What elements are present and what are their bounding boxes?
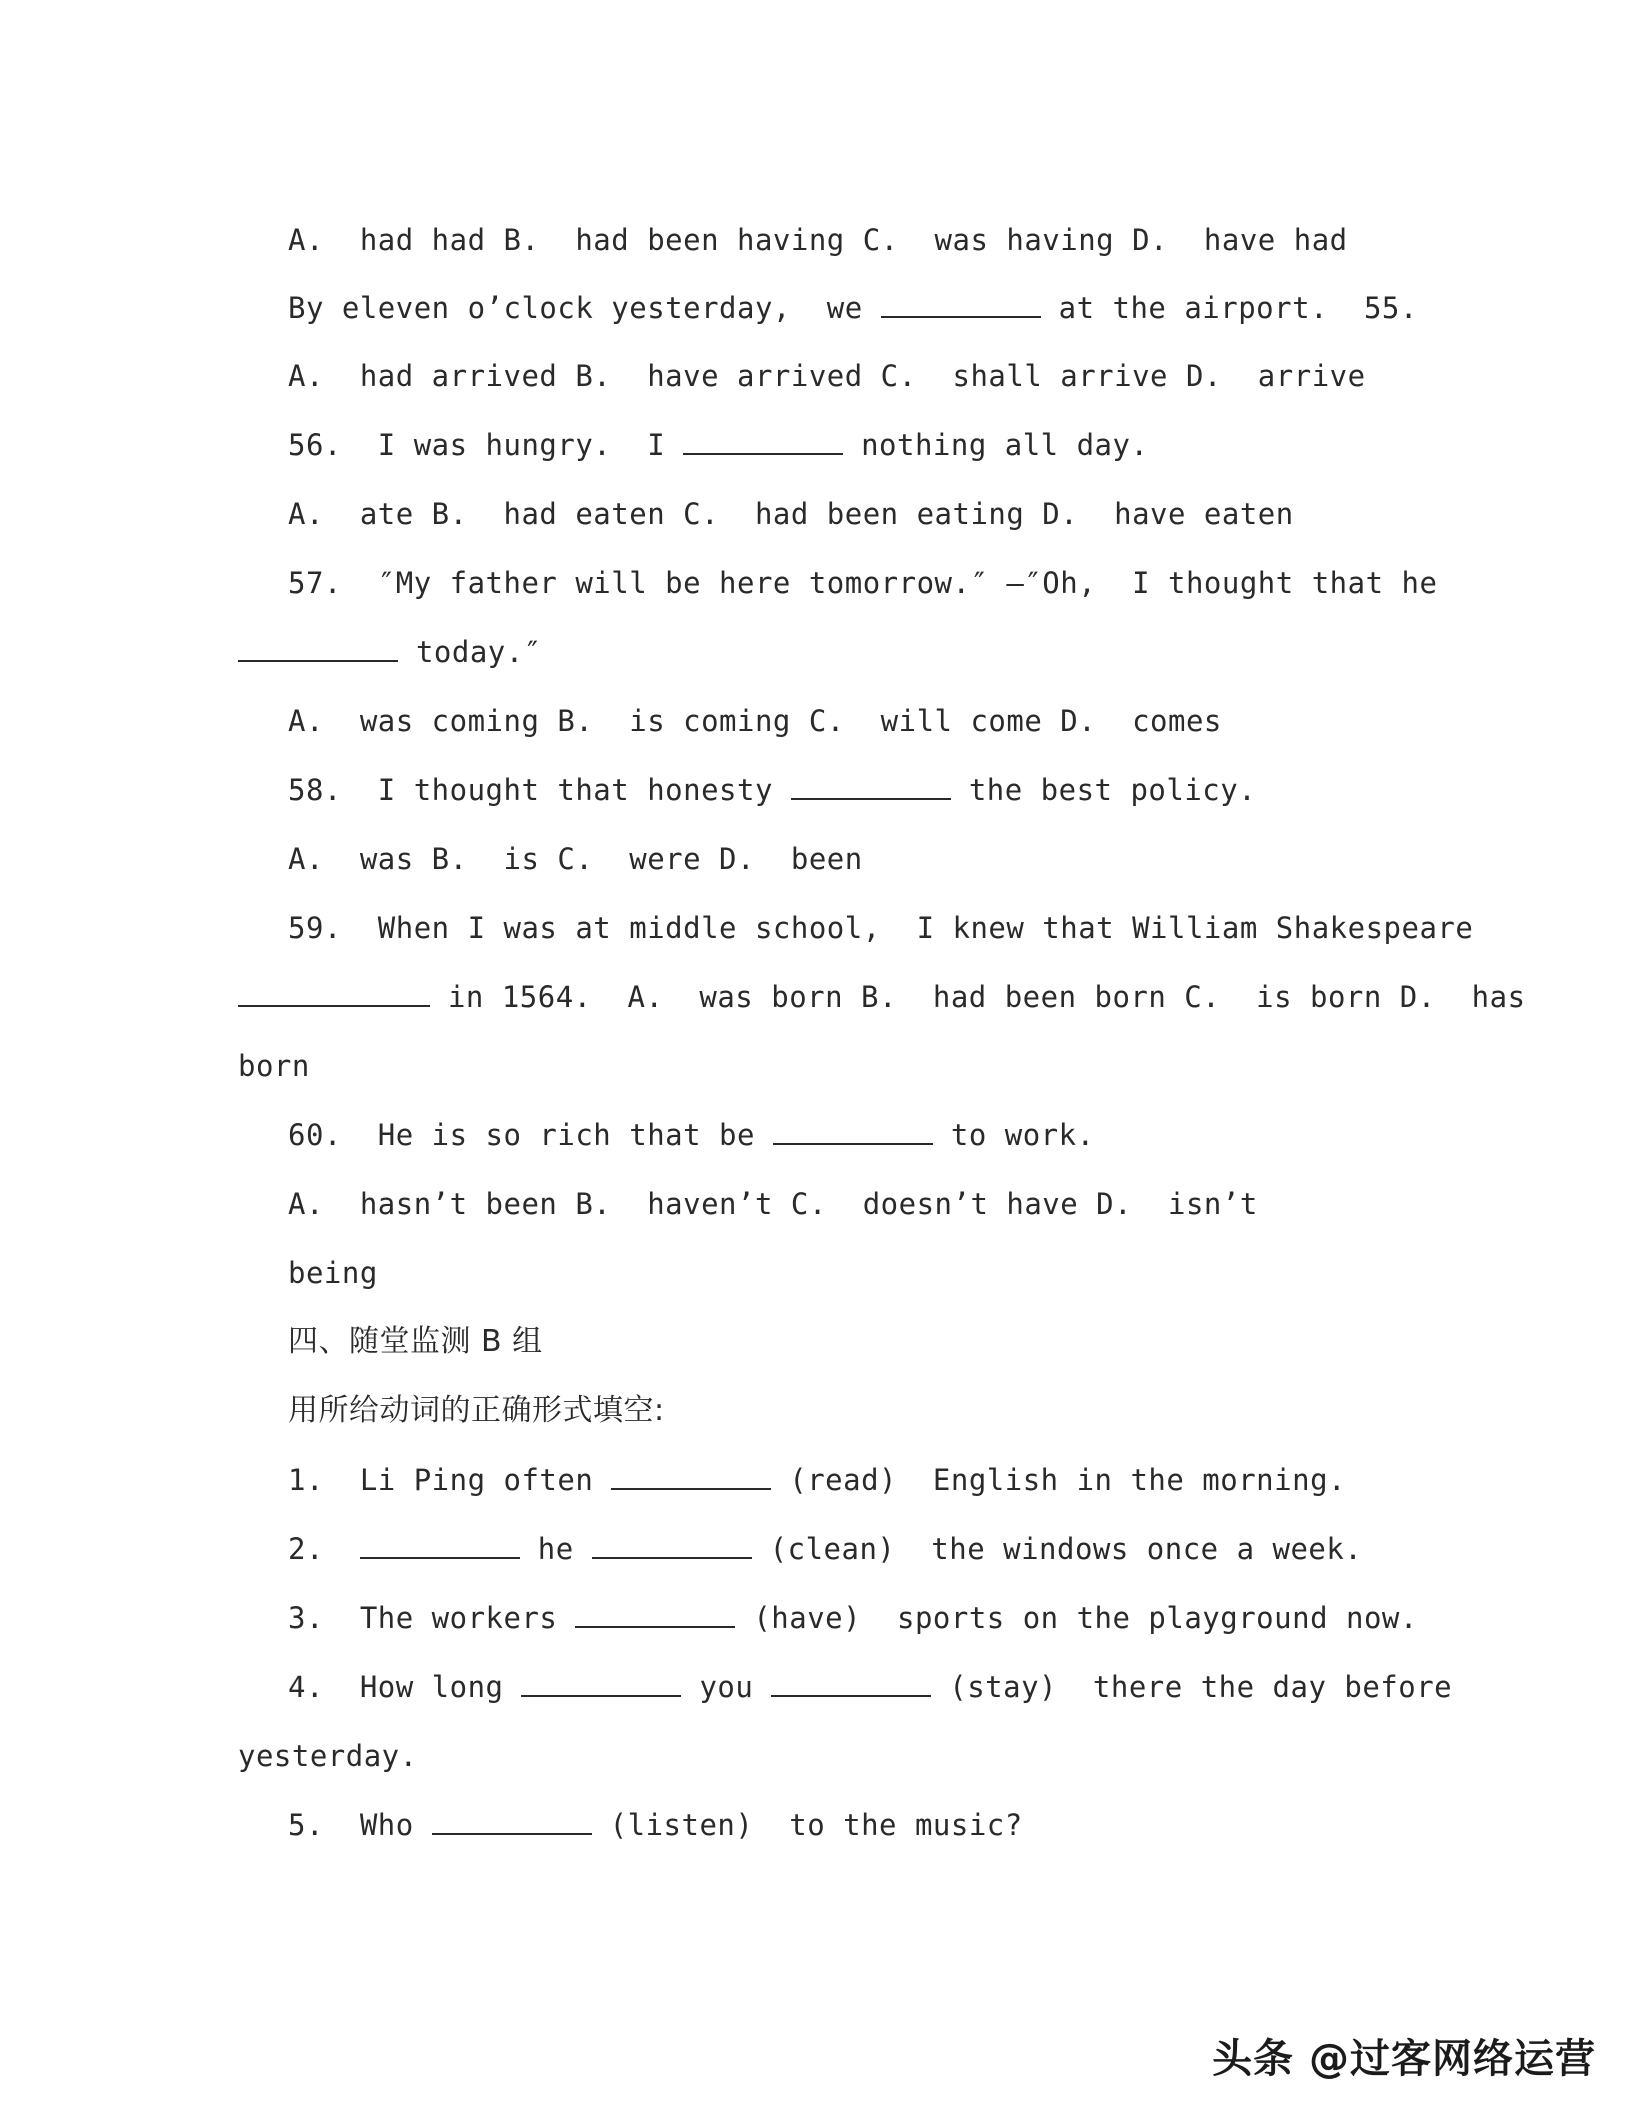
q56-options: A. ate B. had eaten C. had been eating D. have eaten xyxy=(288,497,1294,531)
section-instruction: 用所给动词的正确形式填空: xyxy=(288,1393,665,1428)
fill-3-text-start: 3. The workers xyxy=(288,1601,576,1635)
q57-options: A. was coming B. is coming C. will come D. comes xyxy=(288,704,1222,738)
fill-4-blank-1 xyxy=(521,1669,681,1697)
q57-question: 57. ″My father will be here tomorrow.″ —″Oh, I thought that he xyxy=(288,566,1438,600)
q55-text-start: By eleven o’clock yesterday, we xyxy=(288,291,881,325)
fill-1-text-start: 1. Li Ping often xyxy=(288,1463,612,1497)
q56-text-end: nothing all day. xyxy=(843,428,1149,462)
q57-blank xyxy=(238,634,398,662)
q56-blank xyxy=(683,427,843,455)
q60-options-cont: being xyxy=(288,1256,378,1290)
q60-text-end: to work. xyxy=(932,1118,1095,1152)
q59-question: 59. When I was at middle school, I knew that William Shakespeare xyxy=(288,911,1474,945)
fill-2-text-end: (clean) the windows once a week. xyxy=(751,1532,1363,1566)
q59-text-end: in 1564. A. was born B. had been born C. is born D. has xyxy=(430,980,1526,1014)
q56-question xyxy=(288,425,1148,465)
q60-options: A. hasn’t been B. haven’t C. doesn’t have D. isn’t xyxy=(288,1187,1258,1221)
fill-4-text-mid: you xyxy=(681,1670,772,1704)
fill-2-text-start: 2. xyxy=(288,1532,360,1566)
fill-1-blank xyxy=(611,1462,771,1490)
q54-options: A. had had B. had been having C. was having D. have had xyxy=(288,223,1348,257)
q59-options-cont: born xyxy=(238,1049,310,1083)
fill-item-2 xyxy=(288,1529,1362,1569)
fill-4-text-start: 4. How long xyxy=(288,1670,522,1704)
q58-text-end: the best policy. xyxy=(950,773,1257,807)
q56-text-start: 56. I was hungry. I xyxy=(288,428,684,462)
fill-2-blank-2 xyxy=(592,1531,752,1559)
fill-5-text-end: (listen) to the music? xyxy=(591,1808,1023,1842)
fill-item-5 xyxy=(288,1805,1023,1845)
q55-options: A. had arrived B. have arrived C. shall arrive D. arrive xyxy=(288,359,1366,393)
q57-question-cont xyxy=(238,632,542,672)
fill-item-1 xyxy=(288,1460,1346,1500)
fill-5-blank xyxy=(432,1807,592,1835)
q58-question xyxy=(288,770,1256,810)
fill-1-text-end: (read) English in the morning. xyxy=(771,1463,1346,1497)
q55-question xyxy=(288,288,1418,328)
q57-text-end: today.″ xyxy=(398,635,542,669)
fill-item-4-cont: yesterday. xyxy=(238,1739,418,1773)
fill-4-text-end: (stay) there the day before xyxy=(931,1670,1453,1704)
fill-item-3 xyxy=(288,1598,1418,1638)
q55-blank xyxy=(881,290,1041,318)
q58-blank xyxy=(791,772,951,800)
fill-3-blank xyxy=(575,1600,735,1628)
section-heading: 四、随堂监测 B 组 xyxy=(288,1324,543,1359)
fill-3-text-end: (have) sports on the playground now. xyxy=(735,1601,1418,1635)
q58-options: A. was B. is C. were D. been xyxy=(288,842,863,876)
fill-2-text-mid: he xyxy=(519,1532,592,1566)
watermark: 头条 @过客网络运营 xyxy=(1212,2036,1596,2082)
q60-blank xyxy=(773,1117,933,1145)
fill-item-4 xyxy=(288,1667,1452,1707)
q59-blank xyxy=(238,979,430,1007)
q59-question-cont xyxy=(238,977,1526,1017)
fill-2-blank-1 xyxy=(360,1531,520,1559)
q55-text-end: at the airport. 55. xyxy=(1040,291,1418,325)
fill-5-text-start: 5. Who xyxy=(288,1808,432,1842)
q58-text-start: 58. I thought that honesty xyxy=(288,773,791,807)
q60-question xyxy=(288,1115,1095,1155)
q60-text-start: 60. He is so rich that be xyxy=(288,1118,773,1152)
fill-4-blank-2 xyxy=(771,1669,931,1697)
